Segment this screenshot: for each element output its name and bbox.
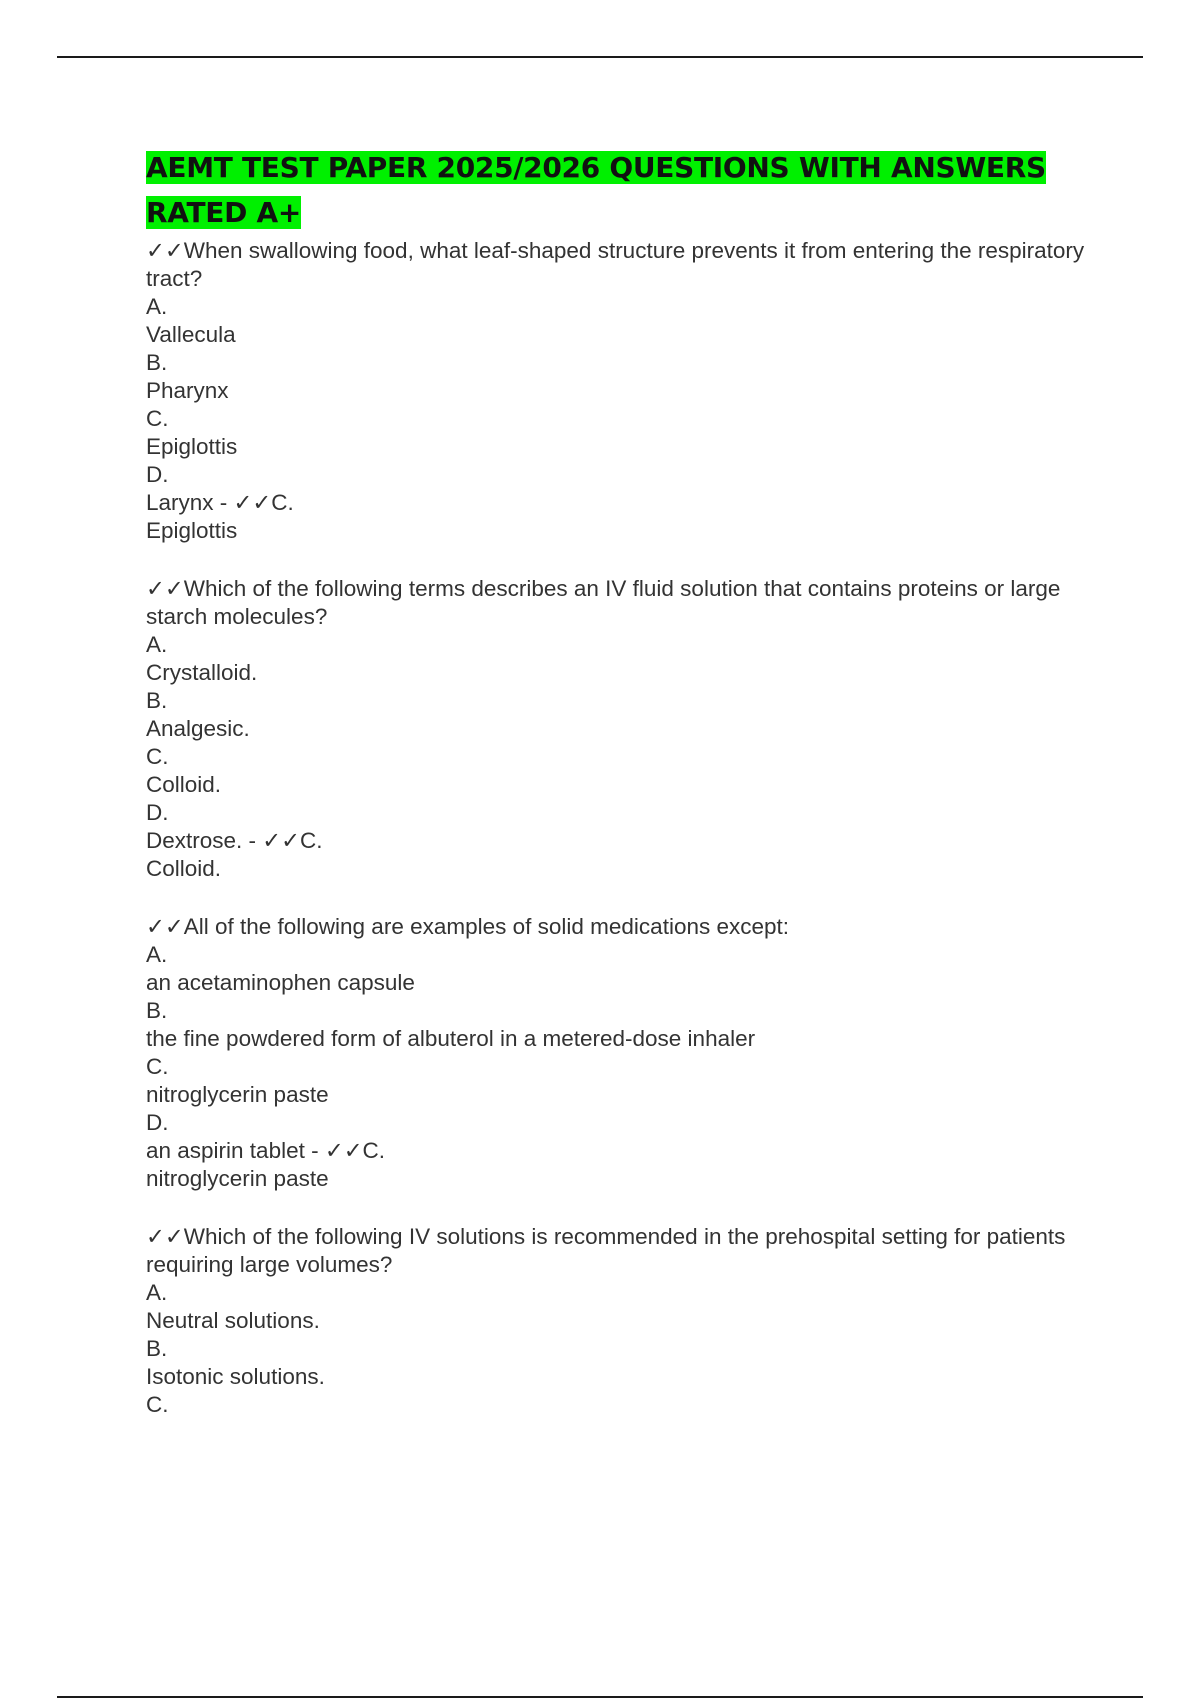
option-letter-d: D. xyxy=(146,800,169,825)
title-highlight: AEMT TEST PAPER 2025/2026 QUESTIONS WITH ANSWERS RATED A+ xyxy=(146,151,1046,229)
question-text: ✓✓Which of the following IV solutions is recommended in the prehospital setting for patients requiring large volumes? xyxy=(146,1224,1066,1277)
option-text-a: Vallecula xyxy=(146,322,236,347)
option-text-b: Analgesic. xyxy=(146,716,250,741)
option-text-d: Dextrose. - ✓✓C. xyxy=(146,828,323,853)
question-text: ✓✓When swallowing food, what leaf-shaped structure prevents it from entering the respiratory tract? xyxy=(146,238,1085,291)
option-letter-c: C. xyxy=(146,1054,169,1079)
option-letter-c: C. xyxy=(146,406,169,431)
option-text-a: Crystalloid. xyxy=(146,660,258,685)
option-text-c: Epiglottis xyxy=(146,434,238,459)
option-letter-d: D. xyxy=(146,462,169,487)
option-letter-b: B. xyxy=(146,688,168,713)
document-title xyxy=(146,145,1086,235)
document-body xyxy=(146,145,1086,1449)
option-text-b: the fine powdered form of albuterol in a metered-dose inhaler xyxy=(146,1026,756,1051)
option-letter-a: A. xyxy=(146,632,168,657)
question-2 xyxy=(146,575,1086,883)
option-text-c: nitroglycerin paste xyxy=(146,1082,329,1107)
option-text-b: Isotonic solutions. xyxy=(146,1364,325,1389)
option-letter-b: B. xyxy=(146,1336,168,1361)
option-letter-c: C. xyxy=(146,744,169,769)
option-text-a: Neutral solutions. xyxy=(146,1308,320,1333)
option-text-d: Larynx - ✓✓C. xyxy=(146,490,294,515)
option-letter-a: A. xyxy=(146,294,168,319)
question-text: ✓✓All of the following are examples of solid medications except: xyxy=(146,914,790,939)
answer-text: Epiglottis xyxy=(146,518,238,543)
top-rule xyxy=(57,56,1143,58)
answer-text: Colloid. xyxy=(146,856,222,881)
option-text-c: Colloid. xyxy=(146,772,222,797)
option-letter-b: B. xyxy=(146,350,168,375)
question-text: ✓✓Which of the following terms describes an IV fluid solution that contains proteins or large starch molecules? xyxy=(146,576,1061,629)
option-letter-d: D. xyxy=(146,1110,169,1135)
option-letter-c: C. xyxy=(146,1392,169,1417)
answer-text: nitroglycerin paste xyxy=(146,1166,329,1191)
bottom-rule xyxy=(57,1696,1143,1698)
option-text-b: Pharynx xyxy=(146,378,229,403)
option-text-a: an acetaminophen capsule xyxy=(146,970,415,995)
question-4 xyxy=(146,1223,1086,1419)
question-3 xyxy=(146,913,1086,1193)
option-letter-b: B. xyxy=(146,998,168,1023)
question-1 xyxy=(146,237,1086,545)
option-text-d: an aspirin tablet - ✓✓C. xyxy=(146,1138,386,1163)
option-letter-a: A. xyxy=(146,942,168,967)
option-letter-a: A. xyxy=(146,1280,168,1305)
